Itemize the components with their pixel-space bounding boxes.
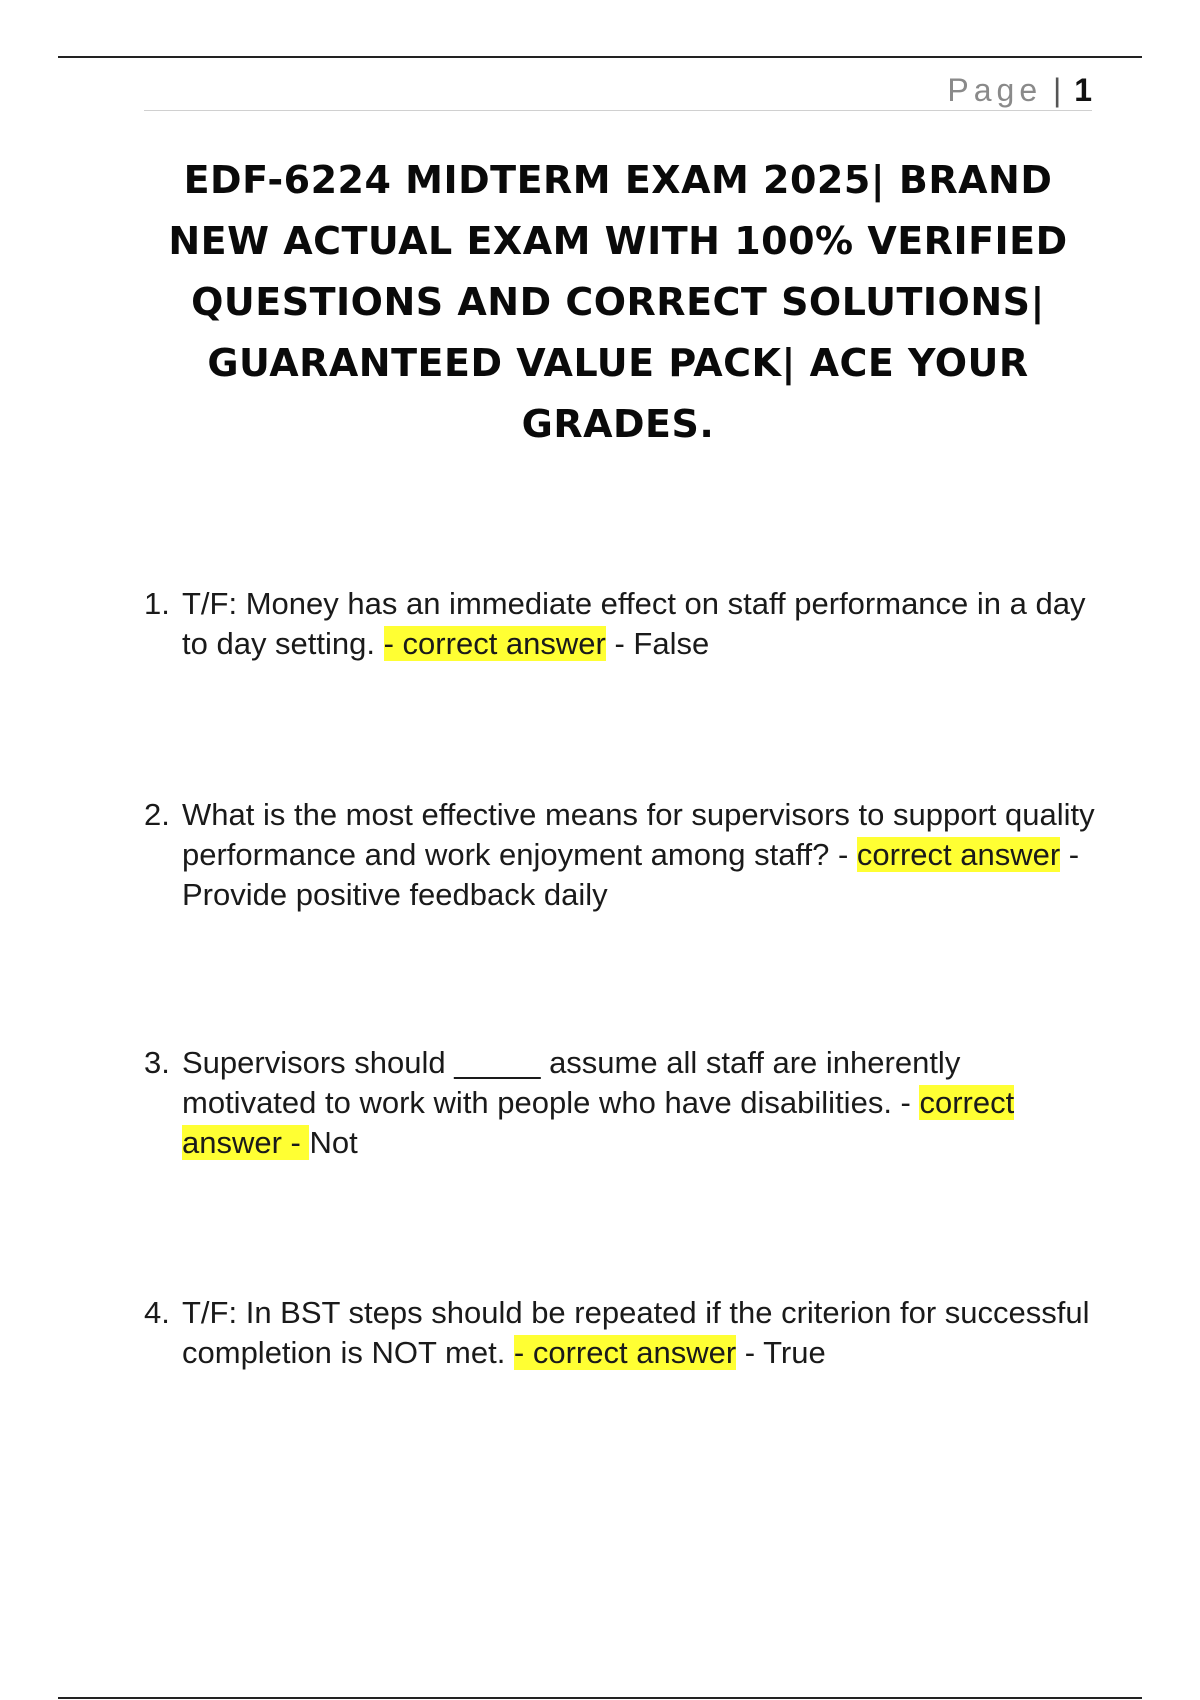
- question-text: Supervisors should _____ assume all staff are inherently motivated to work with people who have disabilities. -: [182, 1045, 961, 1120]
- question-number: 1.: [144, 586, 170, 621]
- question-item: [144, 584, 1096, 664]
- question-number: 3.: [144, 1045, 170, 1080]
- question-body: [182, 795, 1096, 915]
- question-body: [182, 584, 1096, 664]
- question-body: [182, 1293, 1096, 1373]
- answer-highlight: - correct answer: [513, 1335, 737, 1370]
- answer-text: - Provide positive feedback daily: [182, 837, 1080, 912]
- page-separator: |: [1053, 72, 1062, 108]
- answer-text: - False: [605, 626, 710, 661]
- answer-highlight: correct answer -: [182, 1085, 1015, 1160]
- question-text: T/F: In BST steps should be repeated if the criterion for successful completion is NOT met.: [182, 1295, 1090, 1370]
- answer-text: - True: [736, 1335, 826, 1370]
- question-item: [144, 1293, 1096, 1373]
- answer-text: Not: [309, 1125, 358, 1160]
- question-item: [144, 1043, 1096, 1163]
- question-number: 4.: [144, 1295, 170, 1330]
- question-body: [182, 1043, 1096, 1163]
- document-title: EDF-6224 MIDTERM EXAM 2025| BRAND NEW ACTUAL EXAM WITH 100% VERIFIED QUESTIONS AND CORRECT SOLUTIONS| GUARANTEED VALUE PACK| ACE YOUR GRADES.: [168, 158, 1068, 446]
- question-text: T/F: Money has an immediate effect on staff performance in a day to day setting.: [182, 586, 1086, 661]
- question-text: What is the most effective means for supervisors to support quality performance and work enjoyment among staff? -: [182, 797, 1095, 872]
- question-number: 2.: [144, 797, 170, 832]
- answer-highlight: correct answer: [856, 837, 1061, 872]
- bottom-rule: [58, 1697, 1142, 1699]
- page-label: Page: [947, 72, 1043, 108]
- question-item: [144, 795, 1096, 915]
- page-number: 1: [1074, 72, 1092, 108]
- answer-highlight: - correct answer: [383, 626, 606, 661]
